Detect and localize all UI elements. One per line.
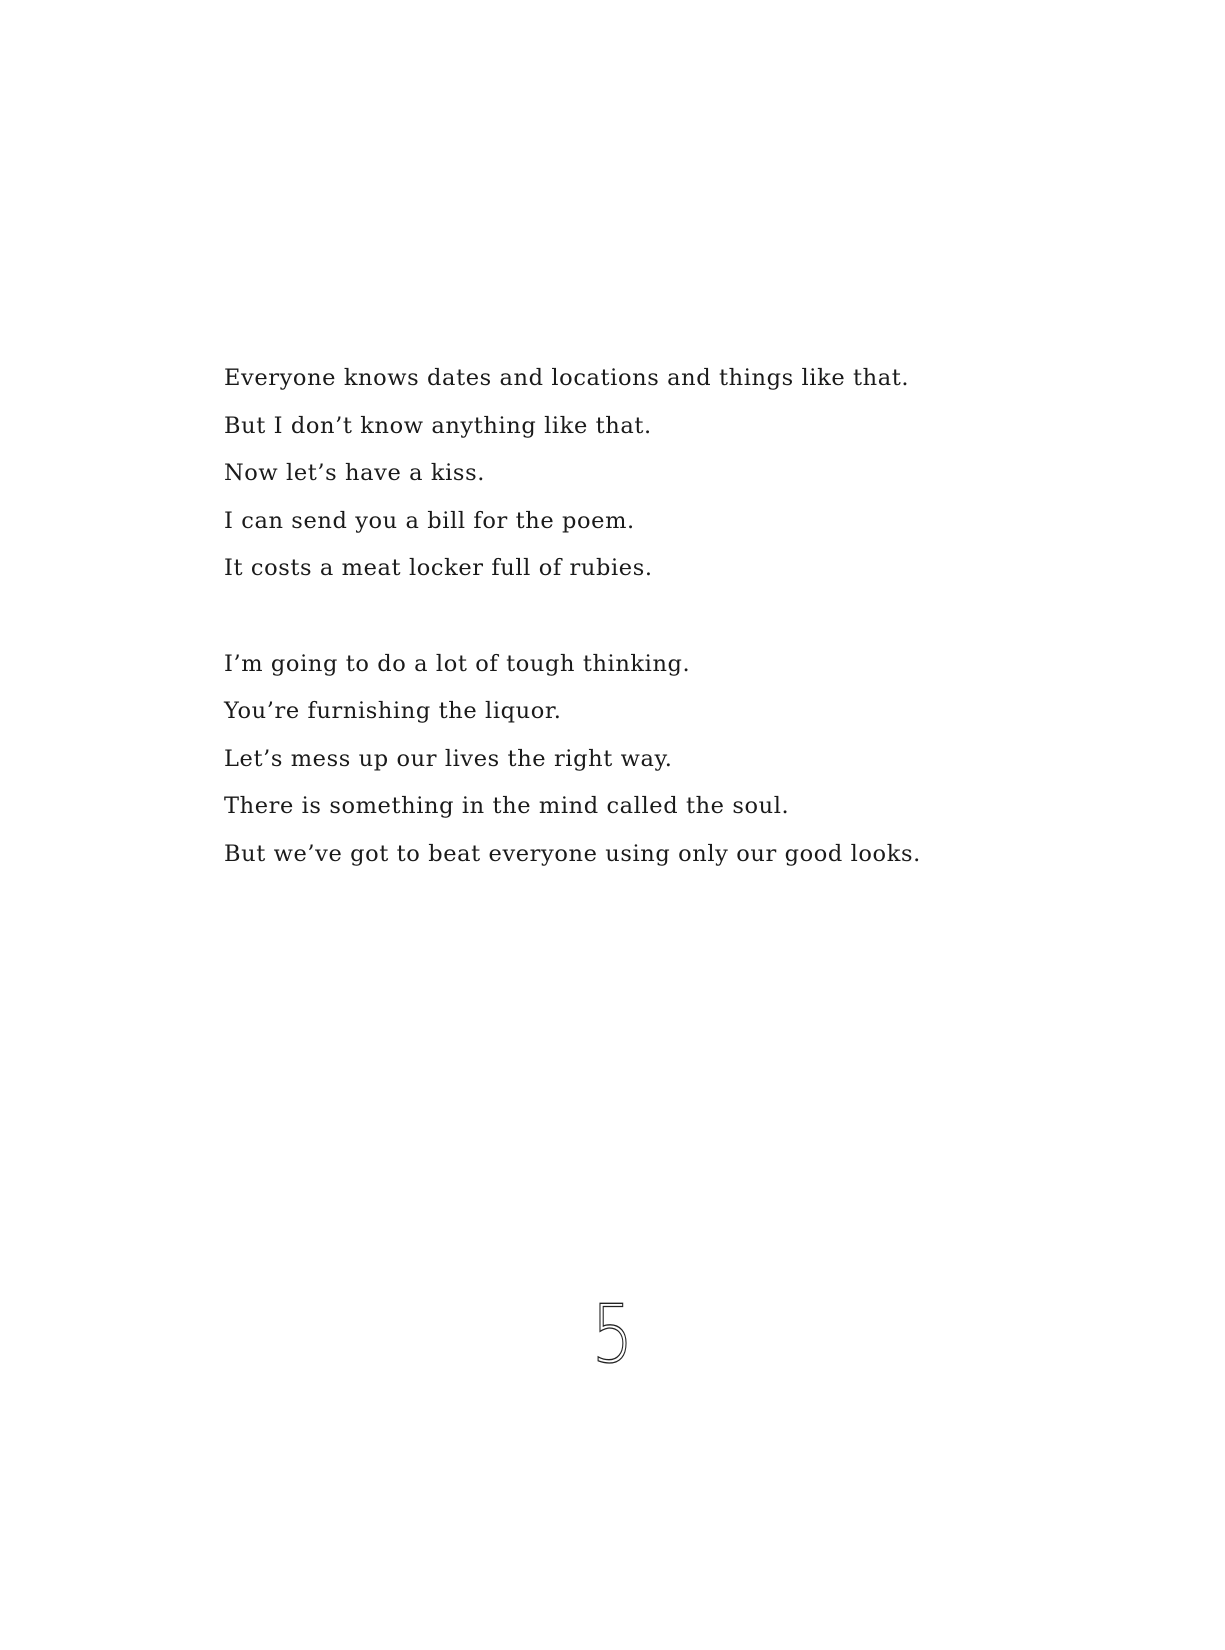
stanza-1 xyxy=(224,355,1124,593)
page-number-value: 5 xyxy=(591,1288,634,1381)
poem-line: Everyone knows dates and locations and things like that. xyxy=(224,365,910,391)
poem-line: I can send you a bill for the poem. xyxy=(224,507,635,534)
poem-line: But I don’t know anything like that. xyxy=(224,412,652,439)
stanza-2 xyxy=(224,641,1124,879)
poem-line: It costs a meat locker full of rubies. xyxy=(224,555,653,581)
poem-line: I’m going to do a lot of tough thinking. xyxy=(224,650,691,677)
poem-line: Let’s mess up our lives the right way. xyxy=(224,745,673,772)
poem-line: But we’ve got to beat everyone using only our good looks. xyxy=(224,840,921,867)
poem xyxy=(224,355,1124,878)
poem-line: You’re furnishing the liquor. xyxy=(224,698,562,724)
page-number xyxy=(0,1290,1225,1380)
poem-line: There is something in the mind called the soul. xyxy=(224,793,790,819)
poem-line: Now let’s have a kiss. xyxy=(224,460,485,486)
